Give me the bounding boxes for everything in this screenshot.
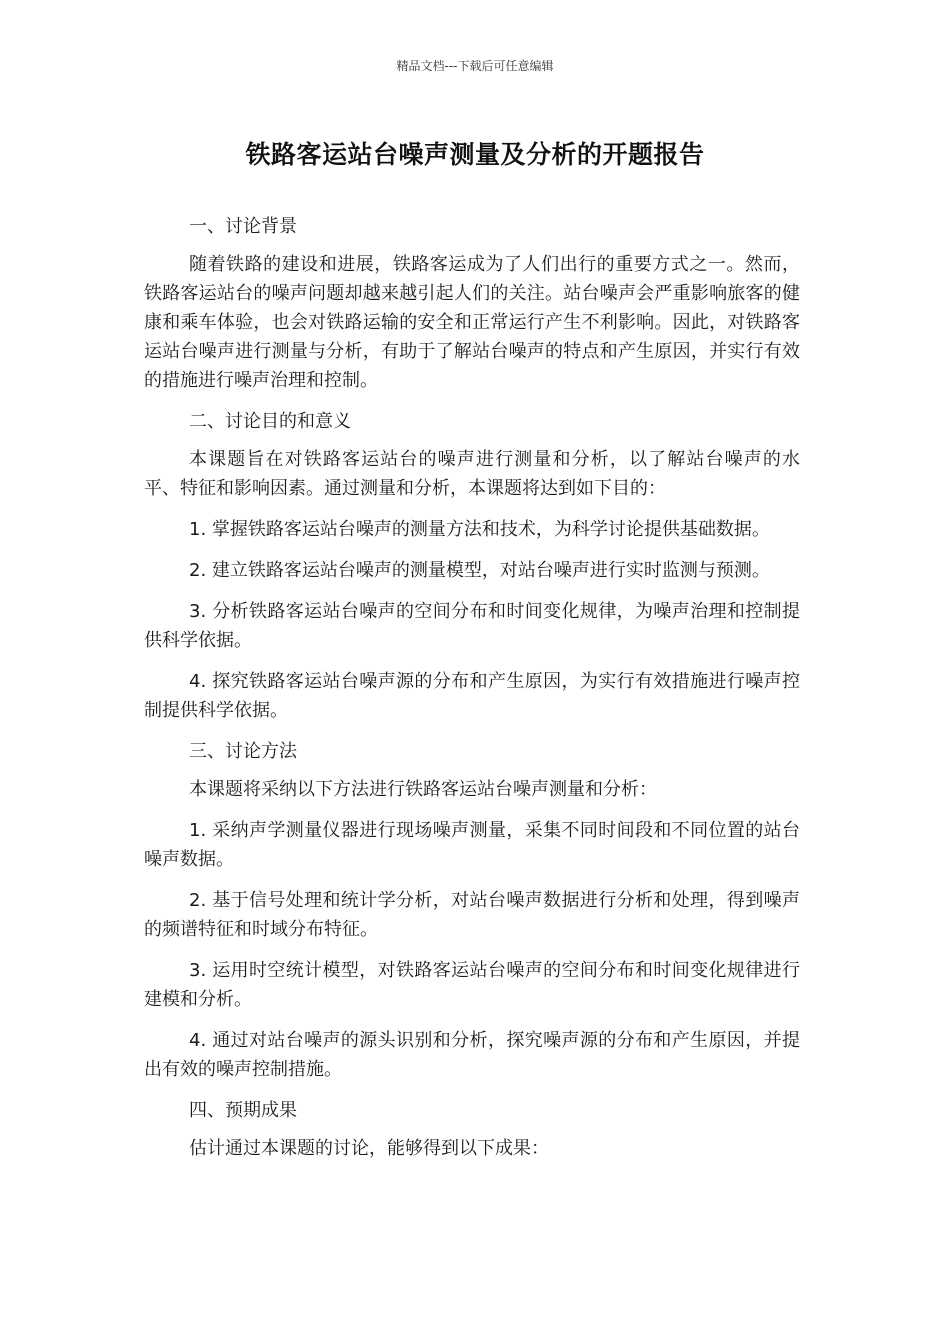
paragraph-results-intro: 估计通过本课题的讨论，能够得到以下成果： xyxy=(189,1138,549,1159)
purpose-item-3: 3. 分析铁路客运站台噪声的空间分布和时间变化规律，为噪声治理和控制提供科学依据。 xyxy=(144,601,800,651)
purpose-item-4: 4. 探究铁路客运站台噪声源的分布和产生原因，为实行有效措施进行噪声控制提供科学依据。 xyxy=(144,671,800,721)
document-body xyxy=(144,212,800,1175)
purpose-item-1: 1. 掌握铁路客运站台噪声的测量方法和技术，为科学讨论提供基础数据。 xyxy=(189,519,770,540)
paragraph-purpose-intro: 本课题旨在对铁路客运站台的噪声进行测量和分析，以了解站台噪声的水平、特征和影响因素。通过测量和分析，本课题将达到如下目的： xyxy=(144,449,800,499)
paragraph-background: 随着铁路的建设和进展，铁路客运成为了人们出行的重要方式之一。然而，铁路客运站台的噪声问题却越来越引起人们的关注。站台噪声会严重影响旅客的健康和乘车体验，也会对铁路运输的安全和正常运行产生不利影响。因此，对铁路客运站台噪声进行测量与分析，有助于了解站台噪声的特点和产生原因，并实行有效的措施进行噪声治理和控制。 xyxy=(144,254,800,391)
method-item-1: 1. 采纳声学测量仪器进行现场噪声测量，采集不同时间段和不同位置的站台噪声数据。 xyxy=(144,820,800,870)
section-heading-background: 一、讨论背景 xyxy=(189,216,297,237)
purpose-item-2: 2. 建立铁路客运站台噪声的测量模型，对站台噪声进行实时监测与预测。 xyxy=(189,560,770,581)
method-item-4: 4. 通过对站台噪声的源头识别和分析，探究噪声源的分布和产生原因，并提出有效的噪声控制措施。 xyxy=(144,1030,800,1080)
method-item-3: 3. 运用时空统计模型，对铁路客运站台噪声的空间分布和时间变化规律进行建模和分析。 xyxy=(144,960,800,1010)
section-heading-purpose: 二、讨论目的和意义 xyxy=(189,411,351,432)
paragraph-method-intro: 本课题将采纳以下方法进行铁路客运站台噪声测量和分析： xyxy=(189,779,657,800)
section-heading-results: 四、预期成果 xyxy=(189,1100,297,1121)
section-heading-method: 三、讨论方法 xyxy=(189,741,297,762)
header-note: 精品文档---下载后可任意编辑 xyxy=(396,59,554,73)
method-item-2: 2. 基于信号处理和统计学分析，对站台噪声数据进行分析和处理，得到噪声的频谱特征和时域分布特征。 xyxy=(144,890,800,940)
document-title: 铁路客运站台噪声测量及分析的开题报告 xyxy=(245,140,705,169)
